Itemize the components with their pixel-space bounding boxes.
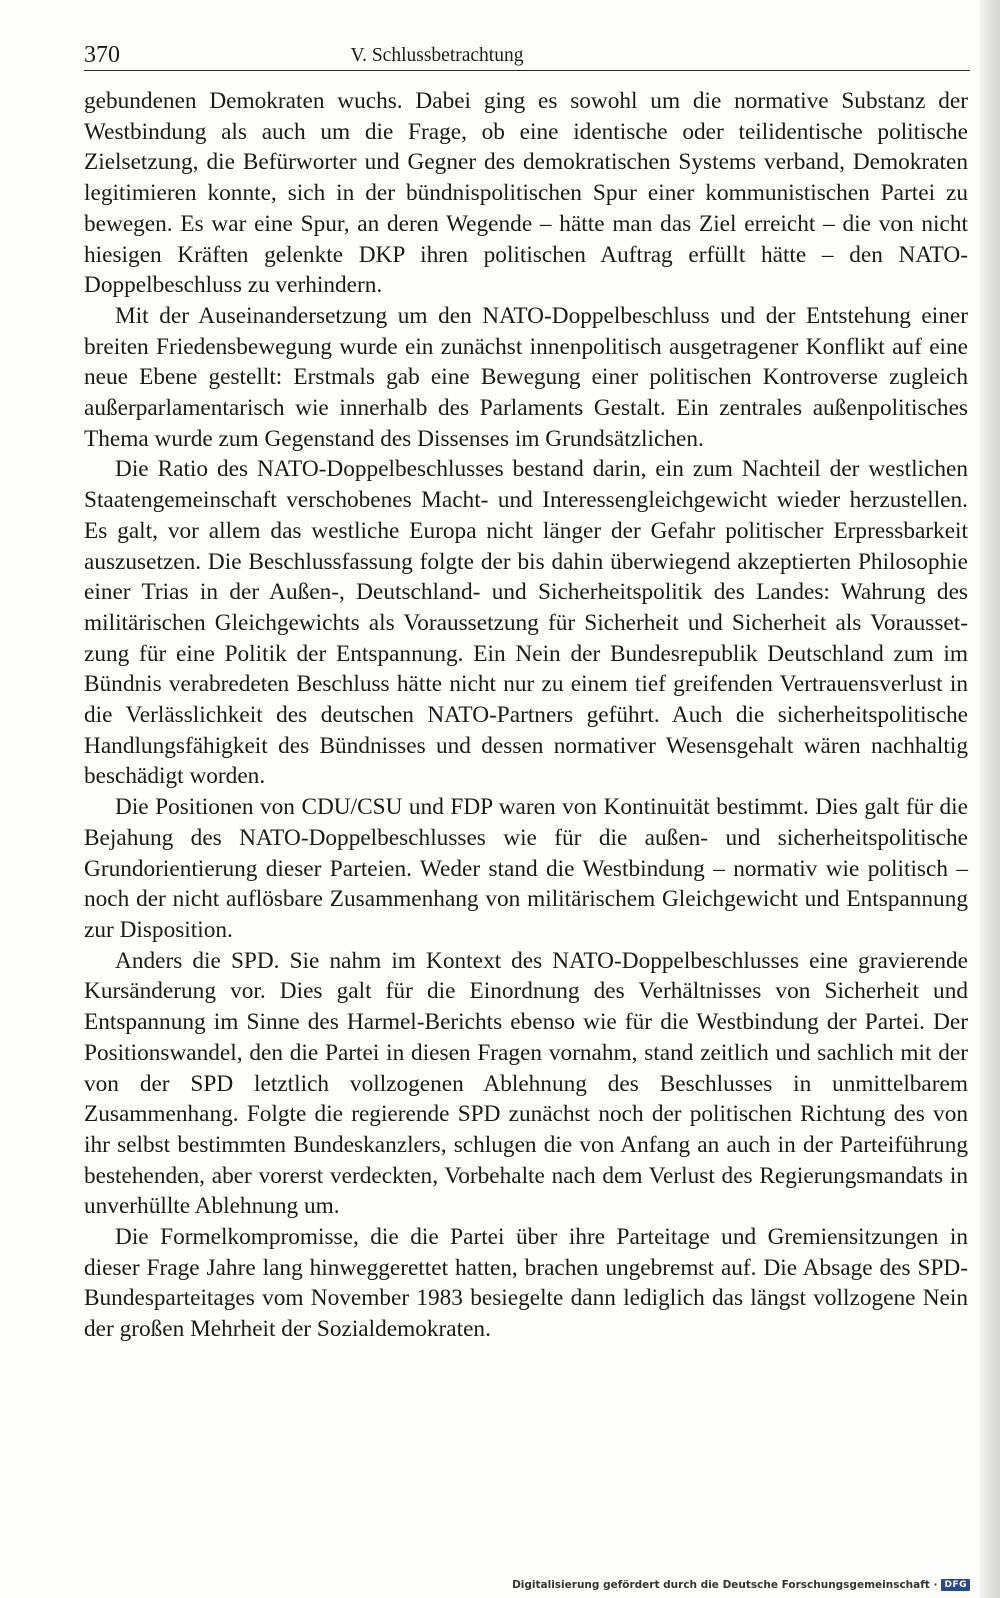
paragraph: Die Ratio des NATO-Doppelbeschlusses bestand darin, ein zum Nachteil der westlichen Staatengemeinschaft verschobenes Macht- und Interessengleichgewicht wieder herzustellen. Es galt, vor allem das westliche Europa nicht länger der Gefahr politischer Erpressbarkeit auszusetzen. Die Beschlussfassung folgte der bis dahin überwiegend akzeptierten Philosophie einer Trias in der Außen-, Deutschland- und Sicherheitspolitik des Landes: Wahrung des militärischen Gleichgewichts als Voraussetzung für Sicherheit und Sicherheit als Voraussetzung für eine Politik der Entspannung. Ein Nein der Bundesrepublik Deutschland zum im Bündnis verabredeten Beschluss hätte nicht nur zu einem tief greifenden Vertrauensverlust in die Verlässlichkeit des deutschen NATO-Partners geführt. Auch die sicherheitspolitische Handlungsfähigkeit des Bündnisses und dessen normativer Wesensgehalt wären nachhaltig beschädigt worden. (84, 456, 968, 790)
paragraph: Die Formelkompromisse, die die Partei über ihre Parteitage und Gremiensitzungen in dieser Frage Jahre lang hinweggerettet hatten, brachen ungebremst auf. Die Absage des SPD-Bundesparteitages vom November 1983 besiegelte dann lediglich das längst vollzogene Nein der großen Mehrheit der Sozialdemokraten. (84, 1224, 968, 1343)
digitization-footer (512, 1575, 970, 1595)
paragraph: Anders die SPD. Sie nahm im Kontext des NATO-Doppelbeschlusses eine gravierende Kursänderung vor. Dies galt für die Einordnung des Verhältnisses von Sicherheit und Entspannung im Sinne des Harmel-Berichts ebenso wie für die Westbindung der Partei. Der Positionswandel, den die Partei in diesen Fragen vornahm, stand zeitlich und sachlich mit der von der SPD letztlich vollzogenen Ablehnung des Beschlusses in unmittelbarem Zusammenhang. Folgte die regierende SPD zunächst noch der politischen Richtung des von ihr selbst bestimmten Bundeskanzlers, schlugen die von Anfang an auch in der Parteiführung bestehenden, aber vorerst verdeckten, Vorbehalte nach dem Verlust des Regierungsmandats in unverhüllte Ablehnung um. (84, 947, 968, 1220)
paragraph: Mit der Auseinandersetzung um den NATO-Doppelbeschluss und der Entstehung einer breiten Friedensbewegung wurde ein zunächst innenpolitisch ausgetragener Konflikt auf eine neue Ebene gestellt: Erstmals gab eine Bewegung einer politischen Kontroverse zugleich außerparlamentarisch wie innerhalb des Parlaments Gestalt. Ein zentrales außenpolitisches Thema wurde zum Gegenstand des Dissenses im Grundsätzlichen. (84, 302, 968, 452)
dfg-logo: DFG (941, 1579, 970, 1591)
paragraph: Die Positionen von CDU/CSU und FDP waren von Kontinuität bestimmt. Dies galt für die Bejahung des NATO-Doppelbeschlusses wie für die außen- und sicherheitspolitische Grundorientierung dieser Parteien. Weder stand die Westbindung – normativ wie politisch – noch der nicht auflösbare Zusammenhang von militärischem Gleichgewicht und Entspannung zur Disposition. (84, 794, 968, 943)
header-rule (84, 70, 970, 71)
paragraph: gebundenen Demokraten wuchs. Dabei ging es sowohl um die normative Substanz der Westbindung als auch um die Frage, ob eine identische oder teilidentische politische Zielsetzung, die Befürworter und Gegner des demokratischen Systems verband, Demokraten legitimieren konnte, sich in der bündnispolitischen Spur einer kommunistischen Partei zu bewegen. Es war eine Spur, an deren Wegende – hätte man das Ziel erreicht – die von nicht hiesigen Kräften gelenkte DKP ihren politischen Auftrag erfüllt hätte – den NATO-Doppelbeschluss zu verhindern. (84, 88, 968, 299)
footer-text: Digitalisierung gefördert durch die Deutsche Forschungsgemeinschaft · (512, 1579, 938, 1591)
page-number: 370 (84, 42, 120, 68)
page-edge-shadow (980, 0, 1000, 1598)
running-head: V. Schlussbetrachtung (350, 45, 524, 66)
body-text (84, 86, 968, 1345)
page-header (84, 30, 970, 74)
